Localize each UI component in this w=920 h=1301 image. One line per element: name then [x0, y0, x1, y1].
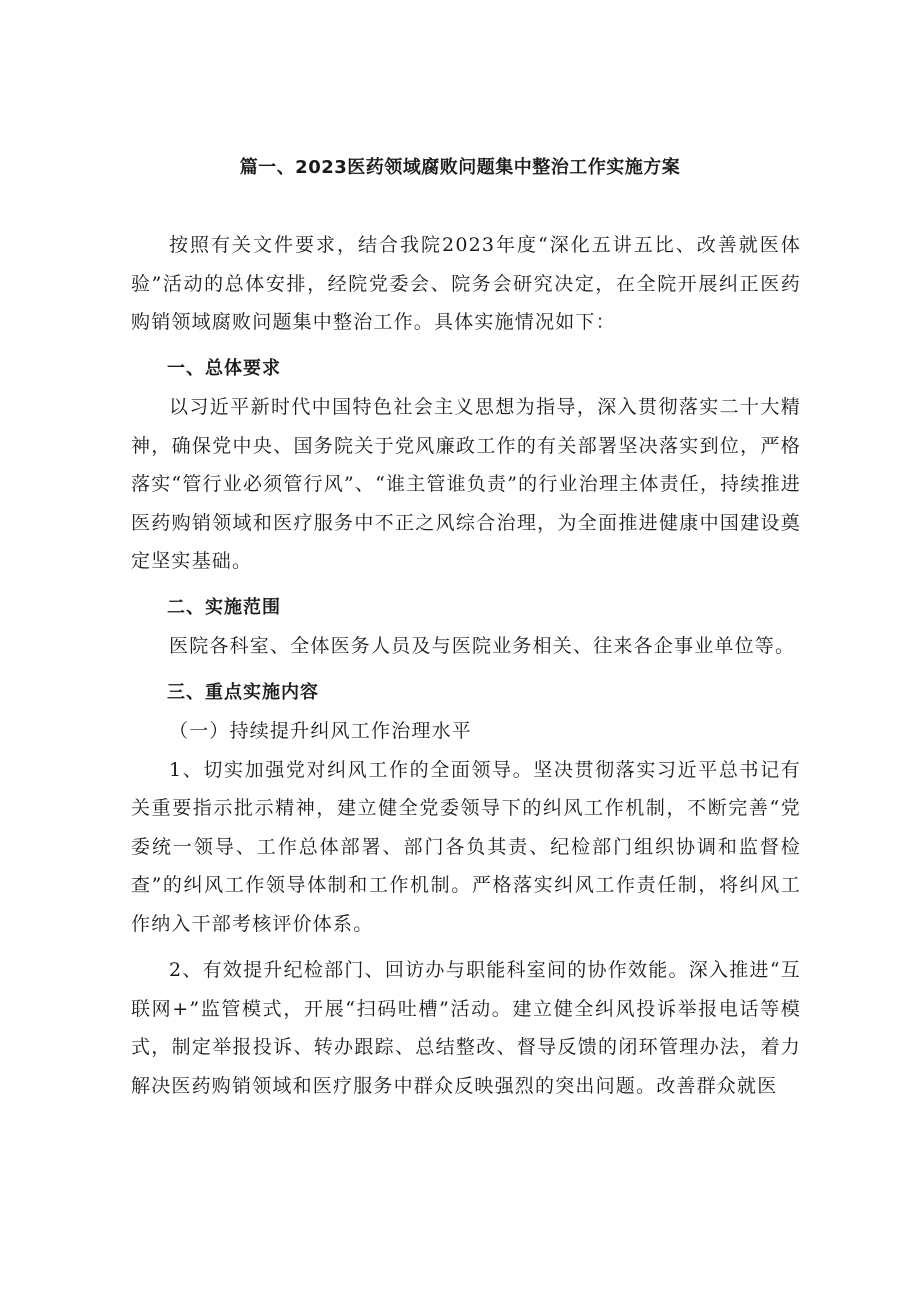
intro-paragraph: 按照有关文件要求，结合我院2023年度“深化五讲五比、改善就医体验”活动的总体安排，经院党委会、院务会研究决定，在全院开展纠正医药购销领域腐败问题集中整治工作。具体实施情况如下： [131, 234, 801, 333]
section-paragraph-general-requirements: 以习近平新时代中国特色社会主义思想为指导，深入贯彻落实二十大精神，确保党中央、国务院关于党风廉政工作的有关部署坚决落实到位，严格落实“管行业必须管行风”、“谁主管谁负责”的行业治理主体责任，持续推进医药购销领域和医疗服务中不正之风综合治理，为全面推进健康中国建设奠定坚实基础。 [131, 396, 801, 572]
section-paragraph-scope: 医院各科室、全体医务人员及与医院业务相关、往来各企事业单位等。 [169, 635, 796, 657]
subsection-heading-1: （一）持续提升纠风工作治理水平 [169, 720, 473, 742]
section-heading-scope: 二、实施范围 [167, 596, 281, 618]
document-title: 篇一、2023医药领域腐败问题集中整治工作实施方案 [239, 157, 681, 178]
section-heading-general-requirements: 一、总体要求 [167, 357, 281, 379]
list-item-1: 1、切实加强党对纠风工作的全面领导。坚决贯彻落实习近平总书记有关重要指示批示精神，建立健全党委领导下的纠风工作机制，不断完善“党委统一领导、工作总体部署、部门各负其责、纪检部门组织协调和监督检查”的纠风工作领导体制和工作机制。严格落实纠风工作责任制，将纠风工作纳入干部考核评价体系。 [131, 758, 801, 935]
document-body [131, 226, 801, 1105]
list-item-2: 2、有效提升纪检部门、回访办与职能科室间的协作效能。深入推进“互联网+”监管模式，开展“扫码吐槽”活动。建立健全纠风投诉举报电话等模式，制定举报投诉、转办跟踪、总结整改、督导反馈的闭环管理办法，着力解决医药购销领域和医疗服务中群众反映强烈的突出问题。改善群众就医 [131, 959, 801, 1097]
section-heading-key-content: 三、重点实施内容 [167, 681, 319, 703]
